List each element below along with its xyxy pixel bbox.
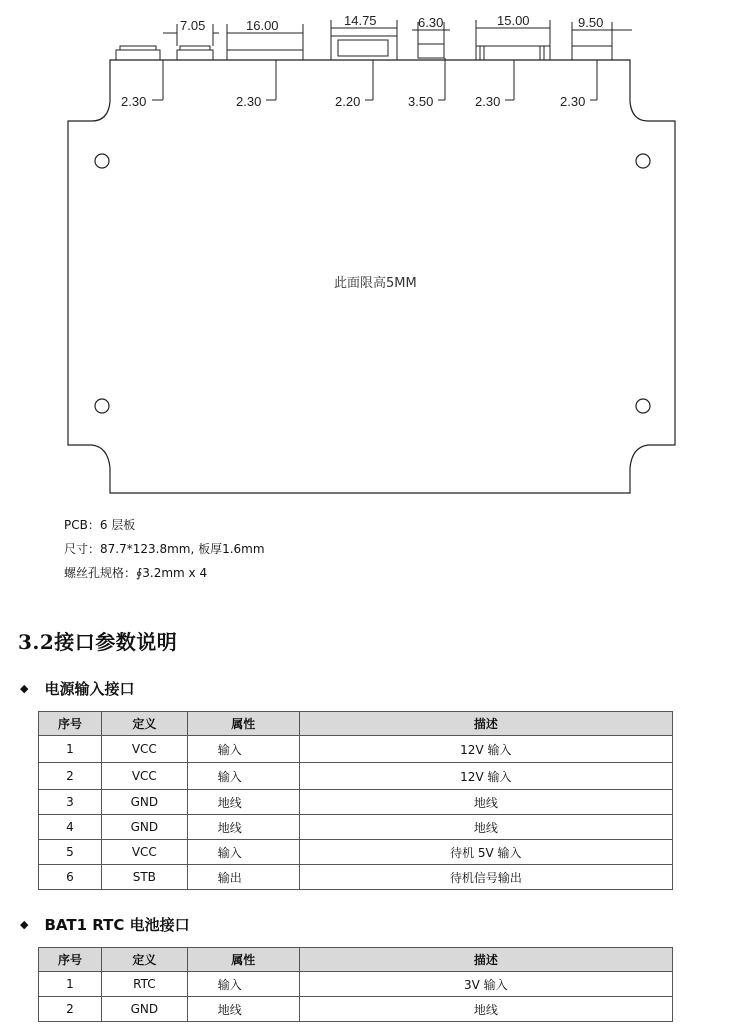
table-cell: 3	[39, 790, 102, 815]
table-cell: STB	[101, 865, 187, 890]
table-row	[39, 972, 673, 997]
header-definition: 定义	[101, 712, 187, 736]
power-input-table	[38, 711, 673, 890]
header-attribute: 属性	[187, 948, 299, 972]
table-cell: 4	[39, 815, 102, 840]
table-cell: 1	[39, 736, 102, 763]
table-cell: 待机信号输出	[299, 865, 672, 890]
header-index: 序号	[39, 948, 102, 972]
dim-offset-3: 2.20	[335, 94, 361, 109]
table-header-row	[39, 712, 673, 736]
mounting-hole-bottom-left	[95, 399, 109, 413]
table-cell: 12V 输入	[299, 736, 672, 763]
spec-layers: PCB：6 层板	[64, 518, 136, 532]
spec-screw-holes: 螺丝孔规格：∮3.2mm x 4	[64, 566, 208, 580]
pcb-specs	[64, 513, 265, 585]
connector-outlines	[116, 36, 612, 60]
table-cell: 地线	[187, 815, 299, 840]
table-cell: 输入	[187, 840, 299, 865]
table-cell: 1	[39, 972, 102, 997]
dim-offset-6: 2.30	[560, 94, 586, 109]
table-cell: 地线	[299, 790, 672, 815]
table-cell: GND	[101, 997, 187, 1022]
table-cell: 地线	[187, 790, 299, 815]
header-description: 描述	[299, 948, 672, 972]
table-cell: VCC	[101, 763, 187, 790]
table-cell: VCC	[101, 840, 187, 865]
table-cell: 输入	[187, 972, 299, 997]
table-row	[39, 763, 673, 790]
table-cell: 6	[39, 865, 102, 890]
table-row	[39, 840, 673, 865]
table-row	[39, 790, 673, 815]
dim-top-6: 9.50	[578, 15, 604, 30]
dim-offset-5: 2.30	[475, 94, 501, 109]
table-cell: VCC	[101, 736, 187, 763]
table-cell: 地线	[299, 997, 672, 1022]
section-title: 3.2接口参数说明	[18, 630, 178, 654]
spec-size: 尺寸：87.7*123.8mm, 板厚1.6mm	[64, 542, 265, 556]
table-cell: 5	[39, 840, 102, 865]
dim-top-4: 6.30	[418, 15, 444, 30]
diamond-bullet-icon: ◆	[20, 682, 29, 695]
header-index: 序号	[39, 712, 102, 736]
table-cell: 地线	[187, 997, 299, 1022]
dim-top-5: 15.00	[497, 13, 530, 28]
header-definition: 定义	[101, 948, 187, 972]
dim-top-1: 7.05	[180, 18, 206, 33]
table-cell: GND	[101, 790, 187, 815]
diamond-bullet-icon: ◆	[20, 918, 29, 931]
dim-offset-2: 2.30	[236, 94, 262, 109]
power-input-heading	[20, 678, 134, 699]
dim-top-2: 16.00	[246, 18, 279, 33]
dim-offset-1: 2.30	[121, 94, 147, 109]
table-header-row	[39, 948, 673, 972]
bat-rtc-title: BAT1 RTC 电池接口	[44, 916, 190, 934]
table-row	[39, 815, 673, 840]
pcb-dimension-drawing	[0, 0, 750, 510]
table-cell: GND	[101, 815, 187, 840]
table-row	[39, 865, 673, 890]
power-input-title: 电源输入接口	[44, 680, 135, 698]
table-cell: 输入	[187, 763, 299, 790]
header-description: 描述	[299, 712, 672, 736]
header-attribute: 属性	[187, 712, 299, 736]
table-cell: 待机 5V 输入	[299, 840, 672, 865]
table-cell: 输入	[187, 736, 299, 763]
table-cell: RTC	[101, 972, 187, 997]
table-cell: 2	[39, 997, 102, 1022]
mounting-hole-top-right	[636, 154, 650, 168]
height-limit-note: 此面限高5MM	[334, 276, 417, 291]
offset-dimension-lines	[152, 58, 597, 100]
table-cell: 地线	[299, 815, 672, 840]
bat-rtc-heading	[20, 914, 190, 935]
table-row	[39, 997, 673, 1022]
table-row	[39, 736, 673, 763]
table-cell: 输出	[187, 865, 299, 890]
bat-rtc-table	[38, 947, 673, 1022]
dim-offset-4: 3.50	[408, 94, 434, 109]
table-cell: 12V 输入	[299, 763, 672, 790]
dim-top-3: 14.75	[344, 13, 377, 28]
mounting-hole-top-left	[95, 154, 109, 168]
table-cell: 3V 输入	[299, 972, 672, 997]
mounting-hole-bottom-right	[636, 399, 650, 413]
table-cell: 2	[39, 763, 102, 790]
